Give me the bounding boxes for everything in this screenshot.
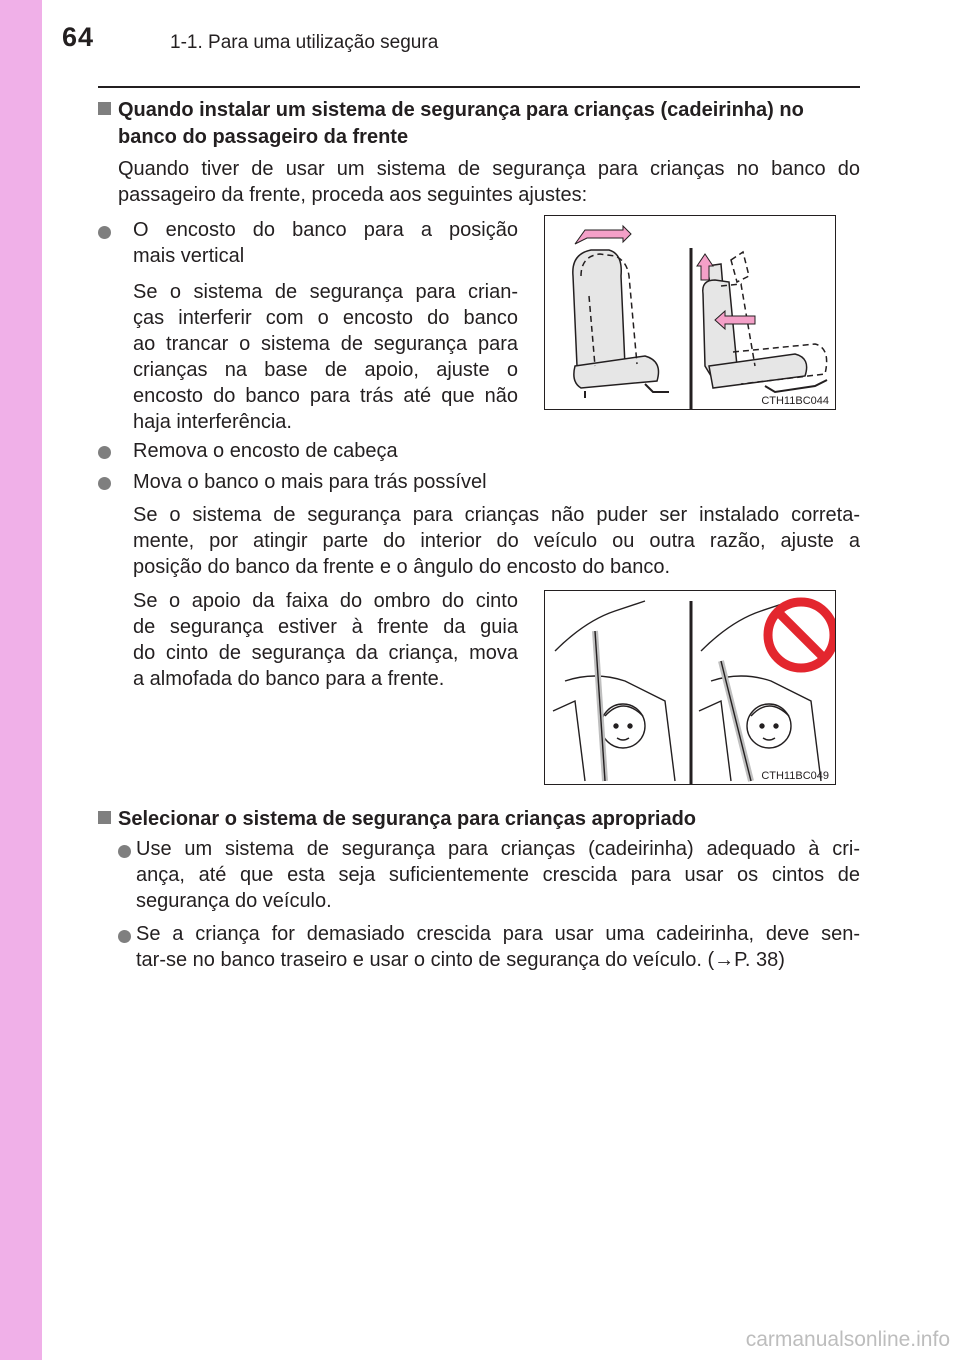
round-bullet-icon (118, 845, 131, 858)
note-line: Se o apoio da faixa do ombro do cinto (133, 590, 518, 612)
intro-line: Quando tiver de usar um sistema de segurança para crianças no banco do (118, 158, 860, 180)
round-bullet-icon (98, 226, 111, 239)
figure-code: CTH11BC044 (761, 395, 829, 407)
heading-line: banco do passageiro da frente (118, 126, 409, 148)
square-bullet-icon (98, 102, 111, 115)
bullet-line: segurança do veículo. (136, 890, 332, 912)
square-bullet-icon (98, 811, 111, 824)
section2-heading (98, 806, 860, 833)
seatback-note (133, 279, 518, 435)
bullet-use-child-seat (136, 836, 860, 914)
bullet-line: mais vertical (133, 245, 245, 267)
note-line: ao trancar o sistema de segurança para (133, 333, 518, 355)
round-bullet-icon (98, 446, 111, 459)
bullet-line: tar-se no banco traseiro e usar o cinto de segurança do veículo. (→P. 38) (136, 949, 785, 971)
heading-line: Selecionar o sistema de segurança para crianças apropriado (118, 808, 697, 830)
belt-guide-note (133, 588, 518, 692)
bullet-line: Use um sistema de segurança para crianças (cadeirinha) adequado à cri- (136, 838, 860, 860)
belt-position-figure (544, 590, 836, 785)
child-belt-illustration (545, 591, 836, 785)
figure-code: CTH11BC049 (761, 770, 829, 782)
note-line: crianças na base de apoio, ajuste o (133, 359, 518, 381)
page-number: 64 (62, 22, 95, 52)
round-bullet-icon (98, 477, 111, 490)
note-line: encosto do banco para trás até que não (133, 385, 518, 407)
section-title: 1-1. Para uma utilização segura (170, 32, 439, 53)
intro-line: passageiro da frente, proceda aos seguintes ajustes: (118, 184, 588, 206)
note-line: mente, por atingir parte do interior do veículo ou outra razão, ajuste a (133, 530, 860, 552)
note-line: haja interferência. (133, 411, 292, 433)
header-rule (98, 86, 860, 88)
note-line: ças interferir com o encosto do banco (133, 307, 518, 329)
round-bullet-icon (118, 930, 131, 943)
bullet-line: ança, até que esta seja suficientemente crescida para usar os cintos de (136, 864, 860, 886)
bullet-rear-seat (136, 921, 860, 973)
section1-heading (98, 97, 860, 151)
note-line: Se o sistema de segurança para crianças não puder ser instalado correta- (133, 504, 860, 526)
seat-position-note (133, 502, 860, 580)
section1-intro (118, 156, 860, 208)
note-line: de segurança estiver à frente da guia (133, 616, 518, 638)
heading-line: Quando instalar um sistema de segurança para crianças (cadeirinha) no (118, 99, 804, 121)
bullet-remove-headrest: Remova o encosto de cabeça (133, 440, 398, 462)
bullet-seatback-vertical (133, 217, 518, 269)
note-line: posição do banco da frente e o ângulo do encosto do banco. (133, 556, 671, 578)
bullet-move-seat-back: Mova o banco o mais para trás possível (133, 471, 487, 493)
note-line: Se o sistema de segurança para crian- (133, 281, 518, 303)
seat-adjustment-figure (544, 215, 836, 410)
bullet-line: O encosto do banco para a posição (133, 219, 518, 241)
seat-illustration (545, 216, 836, 410)
note-line: a almofada do banco para a frente. (133, 668, 445, 690)
page-edge-tab (0, 0, 42, 1360)
note-line: do cinto de segurança da criança, mova (133, 642, 518, 664)
watermark: carmanualsonline.info (745, 1328, 950, 1351)
bullet-line: Se a criança for demasiado crescida para usar uma cadeirinha, deve sen- (136, 923, 860, 945)
